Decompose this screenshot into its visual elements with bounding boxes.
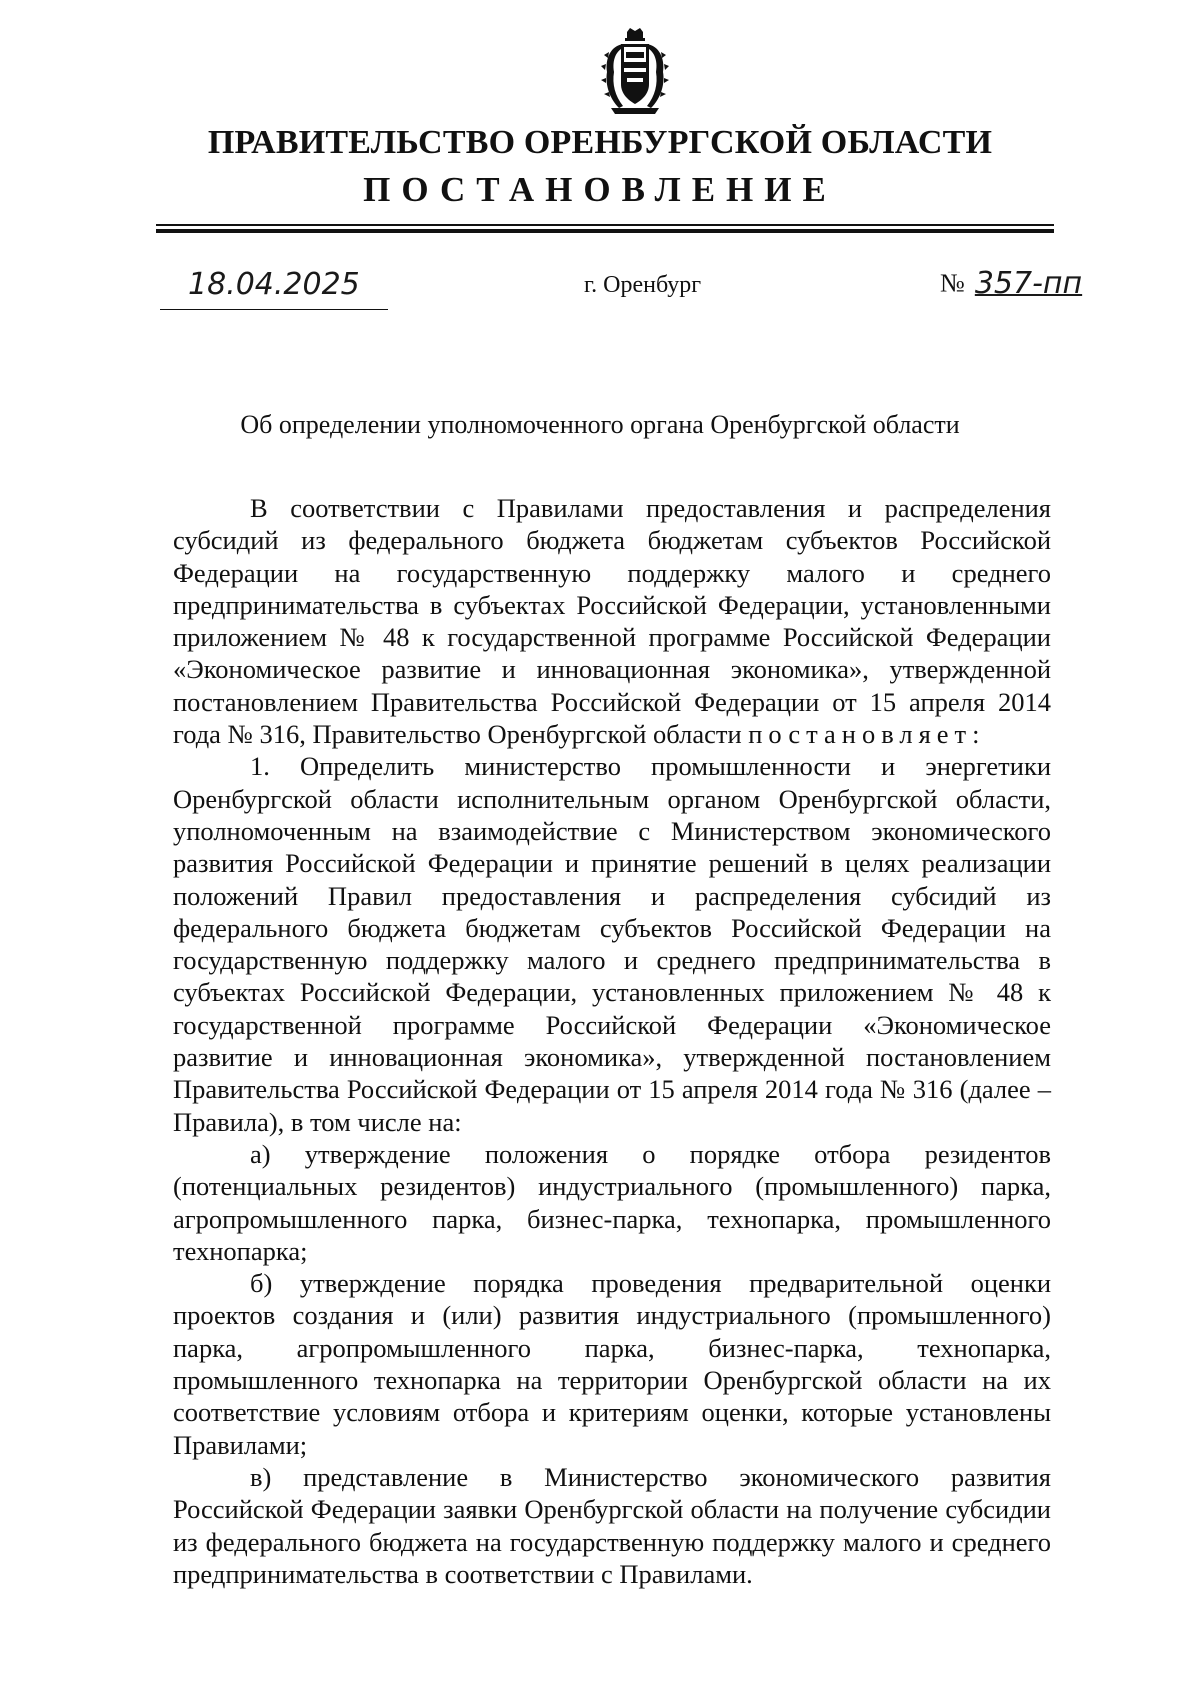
number-label: №	[940, 268, 965, 298]
date-field	[160, 267, 388, 310]
handwritten-number: 357-пп	[974, 266, 1083, 301]
authority-name: ПРАВИТЕЛЬСТВО ОРЕНБУРГСКОЙ ОБЛАСТИ	[207, 124, 993, 161]
coat-of-arms-icon	[597, 28, 673, 116]
item-c-paragraph: в) представление в Министерство экономического развития Российской Федерации заявки Оренбургской области на получение субсидии из федерального бюджета на государственную поддержку малого и среднего предпринимательства в соответствии с Правилами.	[173, 1461, 1051, 1589]
item-1-paragraph: 1. Определить министерство промышленности и энергетики Оренбургской области исполнительным органом Оренбургской области, уполномоченным на взаимодействие с Министерством экономического развития Российской Федерации и принятие решений в целях реализации положений Правил предоставления и распределения субсидий из федерального бюджета бюджетам субъектов Российской Федерации на государственную поддержку малого и среднего предпринимательства в субъектах Российской Федерации, установленных приложением № 48 к государственной программе Российской Федерации «Экономическое развитие и инновационная экономика», утвержденной постановлением Правительства Российской Федерации от 15 апреля 2014 года № 316 (далее – Правила), в том числе на:	[173, 751, 1051, 1137]
header-divider-thick	[156, 229, 1054, 233]
header-divider-thin	[156, 224, 1054, 226]
intro-paragraph	[173, 492, 1051, 750]
coat-of-arms-graphic	[597, 28, 673, 116]
document-body	[173, 492, 1051, 1590]
item-a-paragraph: а) утверждение положения о порядке отбора резидентов (потенциальных резидентов) индустриального (промышленного) парка, агропромышленного парка, бизнес-парка, технопарка, промышленного технопарка;	[173, 1138, 1051, 1266]
document-title: Об определении уполномоченного органа Оренбургской области	[240, 410, 960, 439]
city: г. Оренбург	[584, 272, 702, 298]
item-b-paragraph: б) утверждение порядка проведения предварительной оценки проектов создания и (или) развития индустриального (промышленного) парка, агропромышленного парка, бизнес-парка, технопарка, промышленного технопарка на территории Оренбургской области на их соответствие условиям отбора и критериям оценки, которые установлены Правилами;	[173, 1268, 1051, 1460]
handwritten-date: 18.04.2025	[188, 267, 360, 302]
document-number-field	[940, 266, 1082, 301]
document-type: ПОСТАНОВЛЕНИЕ	[363, 170, 837, 209]
decree-word: постановляет:	[748, 719, 986, 750]
intro-text: В соответствии с Правилами предоставления и распределения субсидий из федерального бюджета бюджетам субъектов Российской Федерации на государственную поддержку малого и среднего предпринимательства в субъектах Российской Федерации, установленными приложением № 48 к государственной программе Российской Федерации «Экономическое развитие и инновационная экономика», утвержденной постановлением Правительства Российской Федерации от 15 апреля 2014 года № 316, Правительство Оренбургской области	[173, 493, 1051, 750]
